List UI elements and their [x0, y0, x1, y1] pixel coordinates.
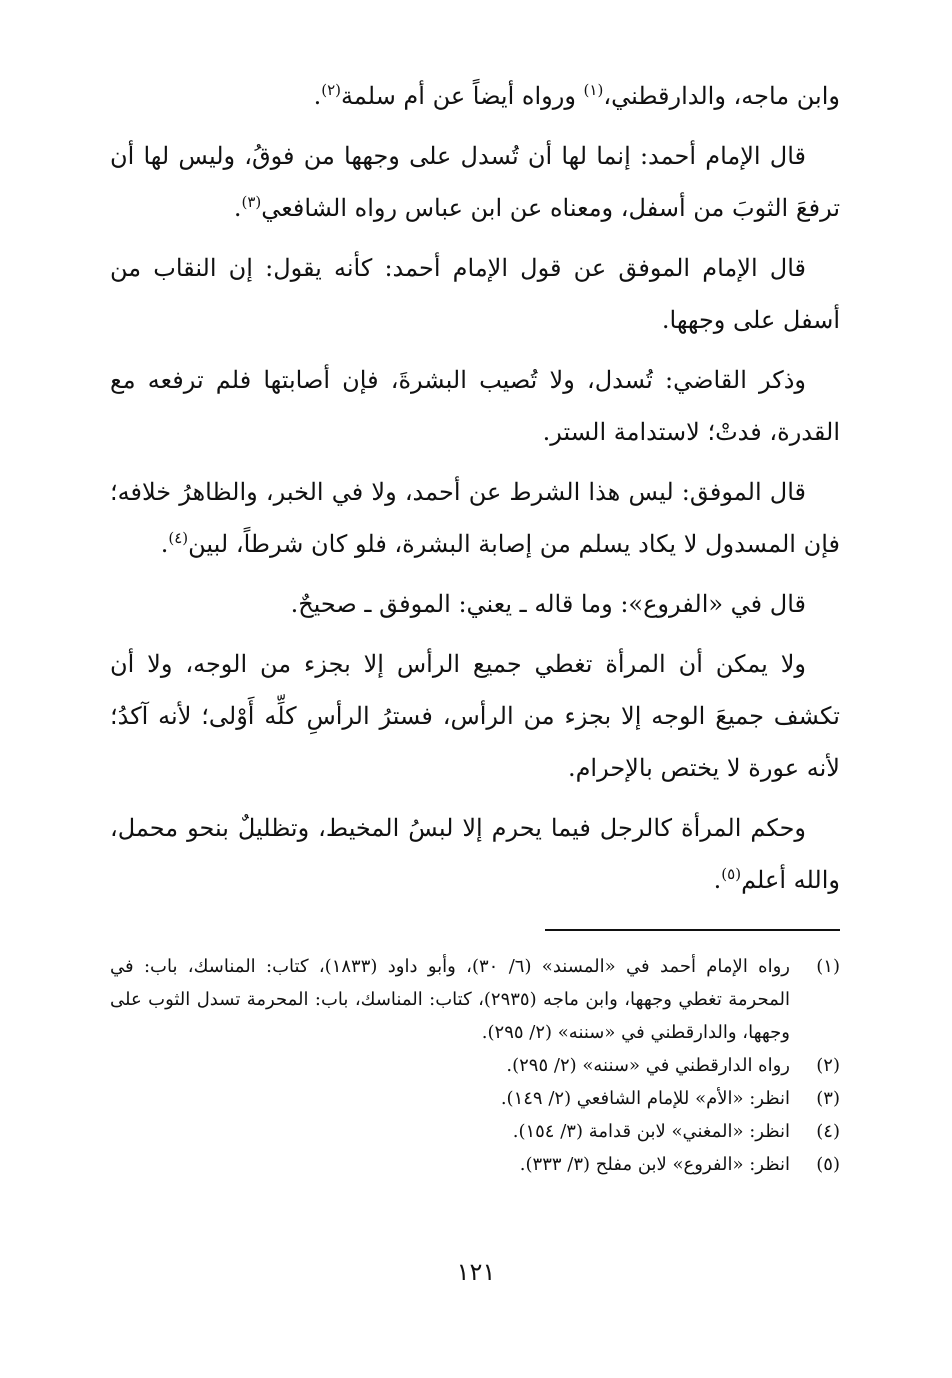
paragraph-5: [110, 466, 840, 570]
paragraph-text: .: [713, 866, 722, 894]
footnotes: [110, 950, 840, 1181]
paragraph-text: قال الموفق: ليس هذا الشرط عن أحمد، ولا في الخبر، والظاهرُ خلافه؛ فإن المسدول لا يكاد يسلم من إصابة البشرة، فلو كان شرطاً، لبين: [110, 478, 840, 558]
footnote-ref-4: (٤): [168, 529, 189, 547]
paragraph-text: قال الإمام أحمد: إنما لها أن تُسدل على وجهها من فوقُ، وليس لها أن ترفعَ الثوبَ من أسفل، ومعناه عن ابن عباس رواه الشافعي: [110, 142, 840, 222]
footnote-ref-5: (٥): [721, 865, 742, 883]
footnote-text: انظر: «المغني» لابن قدامة (٣/ ١٥٤).: [512, 1121, 790, 1142]
footnote-4: [110, 1115, 840, 1148]
footnote-number: (١): [816, 956, 840, 977]
footnote-3: [110, 1082, 840, 1115]
paragraph-7: ولا يمكن أن المرأة تغطي جميع الرأس إلا بجزء من الوجه، ولا أن تكشف جميعَ الوجه إلا بجزء من الرأس، فسترُ الرأسِ كلِّه أَوْلى؛ لأنه آكدُ؛ لأنه عورة لا يختص بالإحرام.: [110, 650, 840, 782]
footnote-ref-1: (١): [583, 81, 604, 99]
paragraph-3: قال الإمام الموفق عن قول الإمام أحمد: كأنه يقول: إن النقاب من أسفل على وجهها.: [110, 254, 840, 334]
paragraph-8: [110, 802, 840, 906]
paragraph-text: .: [233, 194, 242, 222]
page-number: ١٢١: [456, 1258, 496, 1286]
footnote-ref-2: (٢): [321, 81, 341, 99]
footnote-number: (٢): [816, 1055, 840, 1076]
paragraph-text: .: [313, 82, 322, 110]
paragraph-text: وحكم المرأة كالرجل فيما يحرم إلا لبسُ المخيط، وتظليلٌ بنحو محمل، والله أعلم: [110, 814, 840, 894]
paragraph-text: وابن ماجه، والدارقطني،: [603, 82, 840, 110]
footnote-text: انظر: «الفروع» لابن مفلح (٣/ ٣٣٣).: [519, 1154, 790, 1175]
paragraph-6: قال في «الفروع»: وما قاله ـ يعني: الموفق ـ صحيحٌ.: [290, 590, 806, 618]
paragraph-2: [110, 130, 840, 234]
footnote-text: رواه الإمام أحمد في «المسند» (٦/ ٣٠)، وأبو داود (١٨٣٣)، كتاب: المناسك، باب: في المحرمة تغطي وجهها، وابن ماجه (٢٩٣٥)، كتاب: المناسك، باب: المحرمة تسدل الثوب على وجهها، والدارقطني في «سننه» (٢/ ٢٩٥).: [110, 956, 790, 1043]
paragraph-4: وذكر القاضي: تُسدل، ولا تُصيب البشرةَ، فإن أصابتها فلم ترفعه مع القدرة، فدتْ؛ لاستدامة الستر.: [110, 366, 840, 446]
footnote-ref-3: (٣): [241, 193, 262, 211]
main-text: [110, 70, 840, 914]
footnote-number: (٥): [816, 1154, 840, 1175]
paragraph-text: ورواه أيضاً عن أم سلمة: [341, 82, 584, 110]
footnote-text: انظر: «الأم» للإمام الشافعي (٢/ ١٤٩).: [500, 1088, 790, 1109]
footnote-5: [110, 1148, 840, 1181]
footnote-1: [110, 950, 840, 1049]
footnote-number: (٤): [816, 1121, 840, 1142]
footnote-number: (٣): [816, 1088, 840, 1109]
footnote-divider: [545, 929, 840, 931]
paragraph-text: .: [160, 530, 169, 558]
footnote-2: [110, 1049, 840, 1082]
footnote-text: رواه الدارقطني في «سننه» (٢/ ٢٩٥).: [506, 1055, 790, 1076]
paragraph-1: [110, 70, 840, 122]
